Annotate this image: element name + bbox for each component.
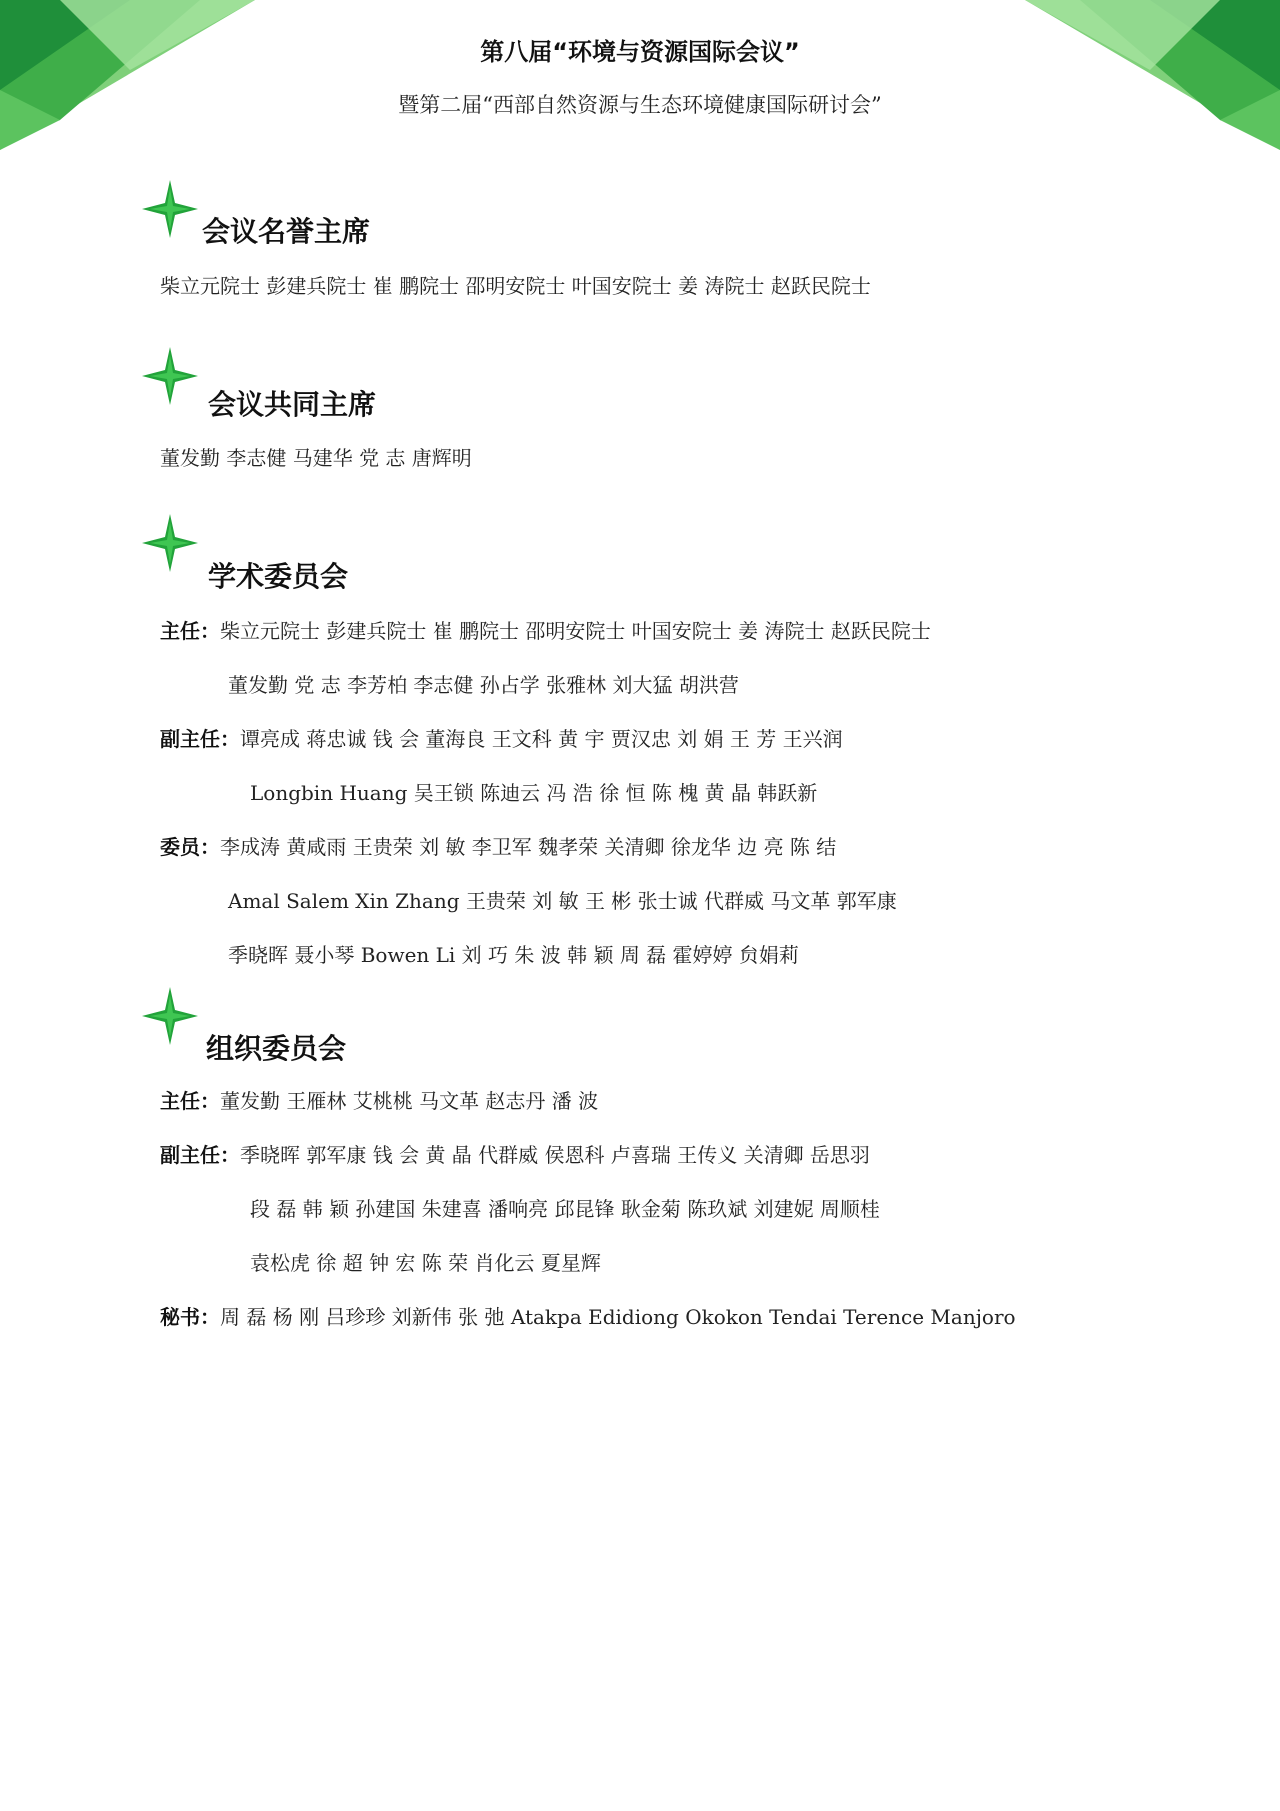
organizing-director-names-1: 董发勤 王雁林 艾桃桃 马文革 赵志丹 潘 波 [220, 1089, 599, 1113]
academic-vice-line-2: Longbin Huang 吴王锁 陈迪云 冯 浩 徐 恒 陈 槐 黄 晶 韩跃新 [250, 781, 818, 805]
organizing-director-line-1 [160, 1085, 598, 1114]
organizing-secretary-names-1: 周 磊 杨 刚 吕珍珍 刘新伟 张 弛 Atakpa Edidiong Okokon Tendai Terence Manjoro [220, 1305, 1016, 1329]
organizing-director-label: 主任： [160, 1089, 220, 1113]
organizing-vice-line-2: 段 磊 韩 颖 孙建国 朱建喜 潘响亮 邱昆锋 耿金菊 陈玖斌 刘建妮 周顺桂 [250, 1197, 880, 1221]
page-subtitle: 暨第二届“西部自然资源与生态环境健康国际研讨会” [398, 93, 882, 117]
star-icon [140, 985, 200, 1047]
page-header [0, 32, 1280, 119]
academic-member-line-2: Amal Salem Xin Zhang 王贵荣 刘 敏 王 彬 张士诚 代群威 马文革 郭军康 [228, 889, 897, 913]
section-title-cochair: 会议共同主席 [208, 388, 377, 421]
academic-vice-names-1: 谭亮成 蒋忠诚 钱 会 董海良 王文科 黄 宇 贾汉忠 刘 娟 王 芳 王兴润 [240, 727, 843, 751]
academic-director-names-1: 柴立元院士 彭建兵院士 崔 鹏院士 邵明安院士 叶国安院士 姜 涛院士 赵跃民院士 [220, 619, 931, 643]
organizing-vice-line-3: 袁松虎 徐 超 钟 宏 陈 荣 肖化云 夏星辉 [250, 1251, 601, 1275]
academic-member-line-1 [160, 831, 836, 860]
section-title-academic: 学术委员会 [208, 560, 349, 593]
organizing-vice-names-1: 季晓晖 郭军康 钱 会 黄 晶 代群威 侯恩科 卢喜瑞 王传义 关清卿 岳思羽 [240, 1143, 870, 1167]
academic-director-line-1 [160, 615, 931, 644]
academic-member-names-1: 李成涛 黄咸雨 王贵荣 刘 敏 李卫军 魏孝荣 关清卿 徐龙华 边 亮 陈 结 [220, 835, 837, 859]
star-icon [140, 512, 200, 574]
academic-vice-line-1 [160, 723, 843, 752]
star-icon [140, 178, 200, 240]
academic-member-line-3: 季晓晖 聂小琴 Bowen Li 刘 巧 朱 波 韩 颖 周 磊 霍婷婷 贠娟莉 [228, 943, 799, 967]
section-title-honorary: 会议名誉主席 [202, 215, 371, 248]
academic-vice-label: 副主任： [160, 727, 240, 751]
organizing-vice-line-1 [160, 1139, 870, 1168]
star-icon [140, 345, 200, 407]
academic-director-label: 主任： [160, 619, 220, 643]
honorary-line-1: 柴立元院士 彭建兵院士 崔 鹏院士 邵明安院士 叶国安院士 姜 涛院士 赵跃民院士 [160, 274, 871, 298]
organizing-secretary-label: 秘书： [160, 1305, 220, 1329]
page-title: 第八届“环境与资源国际会议” [480, 38, 800, 66]
cochair-line-1: 董发勤 李志健 马建华 党 志 唐辉明 [160, 446, 472, 470]
academic-director-line-2: 董发勤 党 志 李芳柏 李志健 孙占学 张雅林 刘大猛 胡洪营 [228, 673, 739, 697]
academic-member-label: 委员： [160, 835, 220, 859]
organizing-secretary-line-1 [160, 1301, 1016, 1330]
organizing-vice-label: 副主任： [160, 1143, 240, 1167]
section-title-organizing: 组织委员会 [206, 1032, 347, 1065]
